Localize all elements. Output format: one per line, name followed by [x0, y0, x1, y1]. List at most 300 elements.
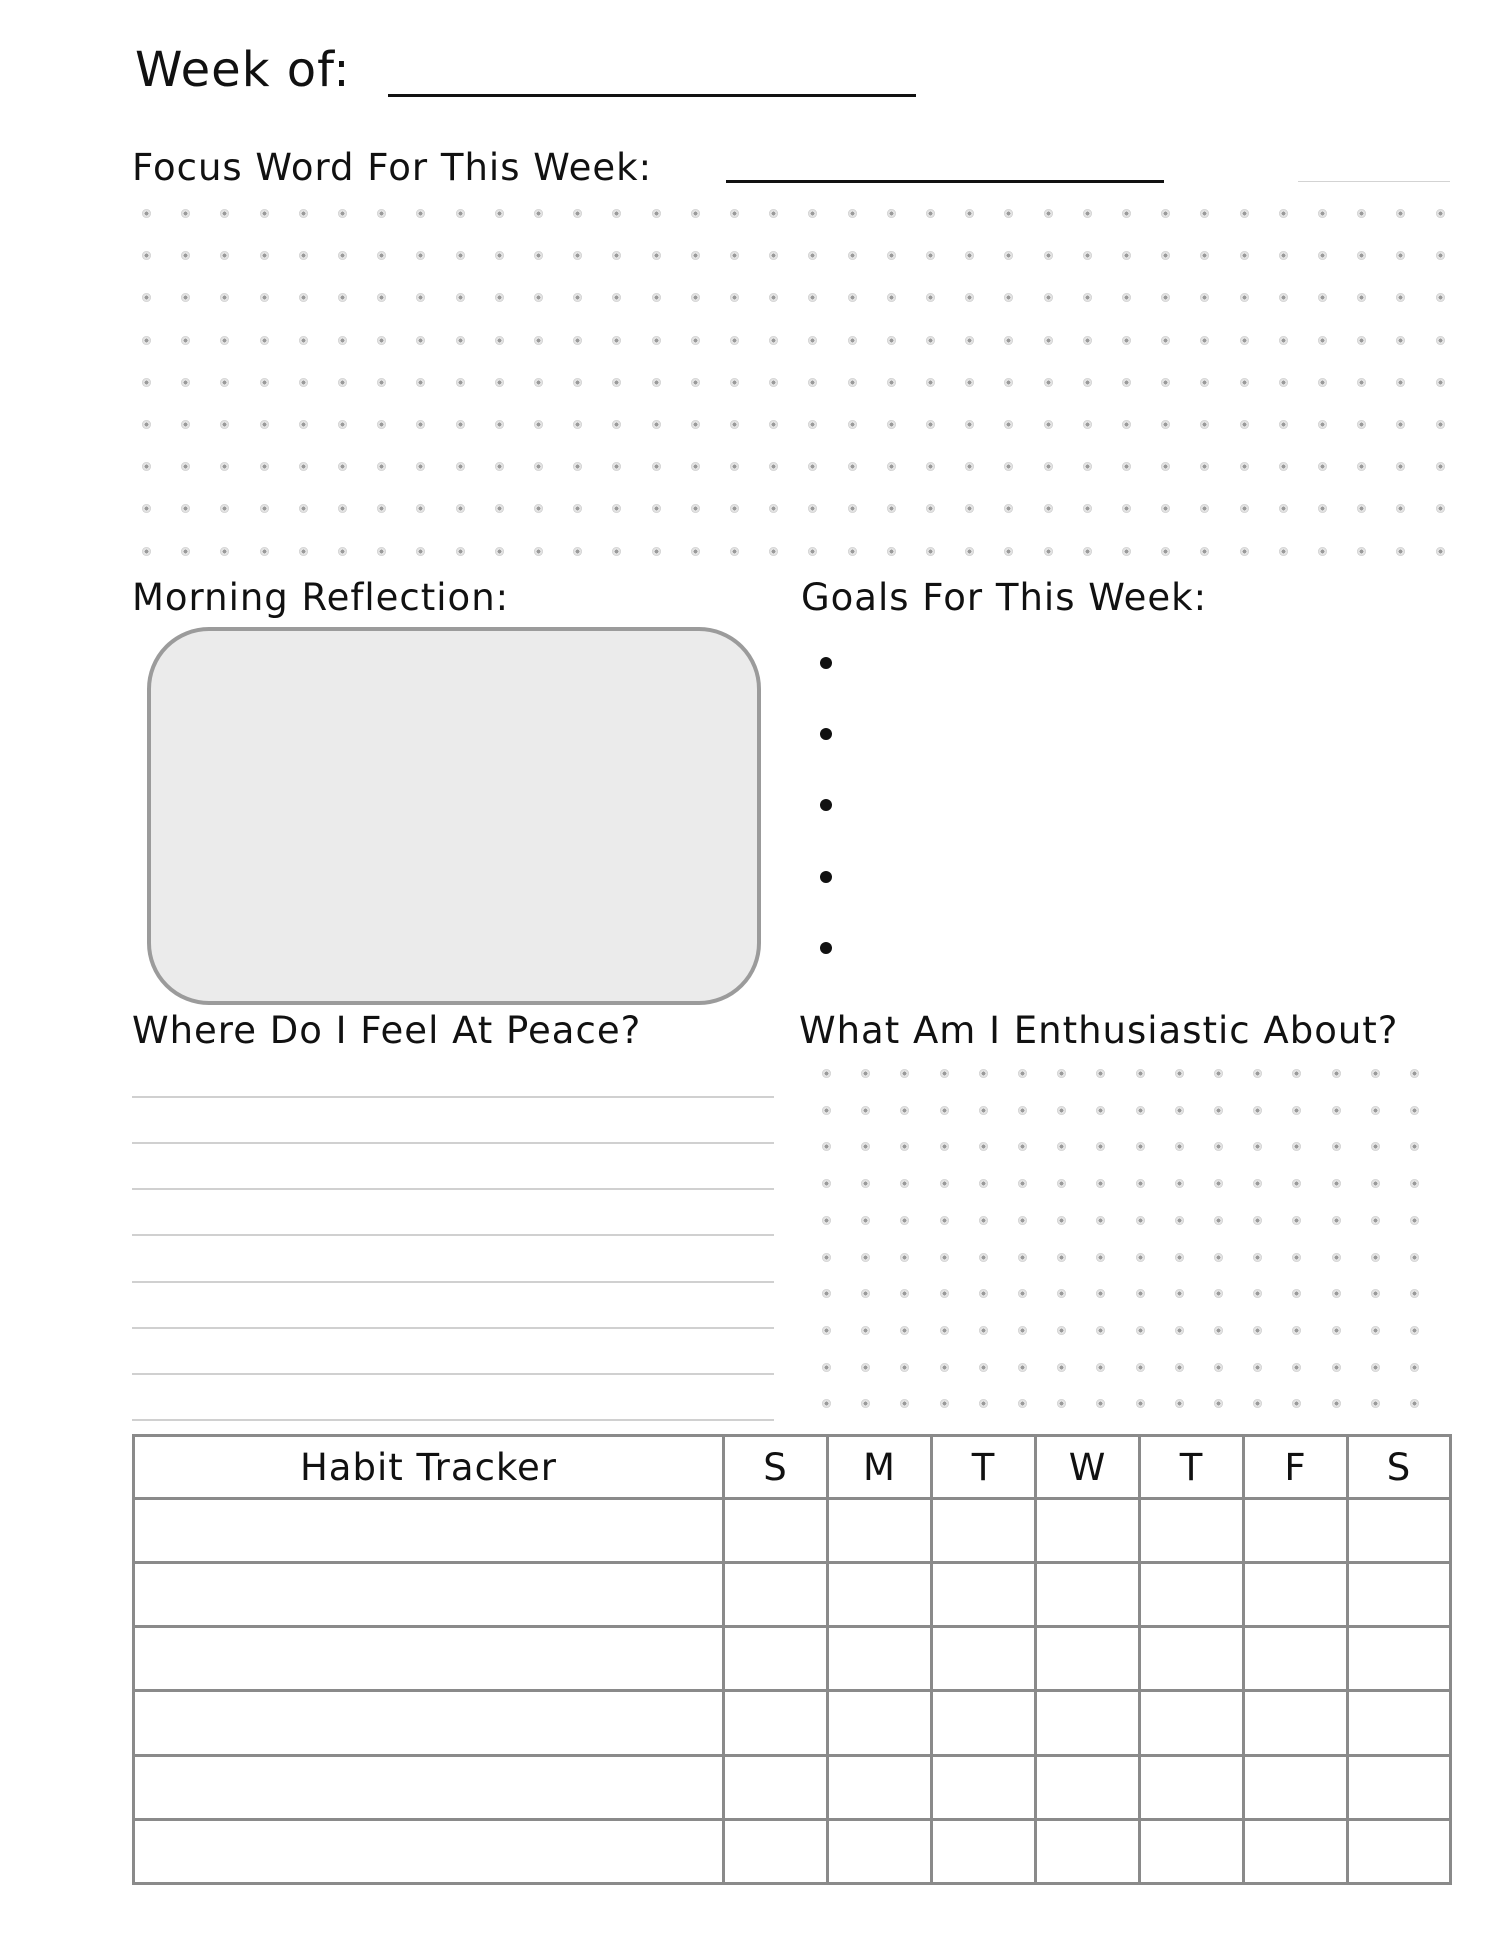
grid-dot [1332, 1069, 1341, 1078]
habit-check-cell[interactable] [932, 1819, 1036, 1883]
habit-check-cell[interactable] [932, 1755, 1036, 1819]
grid-dot [652, 336, 661, 345]
grid-dot [1136, 1289, 1145, 1298]
habit-check-cell[interactable] [828, 1755, 932, 1819]
grid-dot [495, 251, 504, 260]
grid-dot [926, 336, 935, 345]
grid-dot [1083, 462, 1092, 471]
grid-dot [1292, 1399, 1301, 1408]
grid-dot [1096, 1399, 1105, 1408]
grid-dot [1371, 1069, 1380, 1078]
grid-dot [887, 378, 896, 387]
grid-dot [220, 209, 229, 218]
grid-dot [887, 462, 896, 471]
grid-dot [299, 378, 308, 387]
grid-dot [1004, 209, 1013, 218]
grid-dot [416, 462, 425, 471]
grid-dot [1136, 1253, 1145, 1262]
grid-dot [299, 336, 308, 345]
grid-dot [142, 209, 151, 218]
grid-dot [1096, 1363, 1105, 1372]
grid-dot [730, 209, 739, 218]
peace-ruled-line[interactable] [132, 1096, 774, 1098]
grid-dot [338, 336, 347, 345]
grid-dot [1279, 462, 1288, 471]
grid-dot [808, 547, 817, 556]
grid-dot [1410, 1363, 1419, 1372]
grid-dot [861, 1326, 870, 1335]
grid-dot [299, 293, 308, 302]
grid-dot [1018, 1326, 1027, 1335]
grid-dot [1279, 209, 1288, 218]
habit-check-cell[interactable] [1036, 1627, 1140, 1691]
grid-dot [1200, 547, 1209, 556]
grid-dot [1018, 1142, 1027, 1151]
grid-dot [377, 504, 386, 513]
grid-dot [1200, 504, 1209, 513]
grid-dot [1318, 420, 1327, 429]
grid-dot [1371, 1179, 1380, 1188]
grid-dot [612, 462, 621, 471]
grid-dot [1200, 462, 1209, 471]
grid-dot [534, 547, 543, 556]
grid-dot [1410, 1289, 1419, 1298]
grid-dot [416, 378, 425, 387]
grid-dot [612, 209, 621, 218]
grid-dot [142, 336, 151, 345]
grid-dot [1083, 293, 1092, 302]
grid-dot [965, 251, 974, 260]
grid-dot [1396, 420, 1405, 429]
grid-dot [1214, 1142, 1223, 1151]
grid-dot [1083, 209, 1092, 218]
habit-row [134, 1819, 1451, 1883]
grid-dot [1161, 462, 1170, 471]
grid-dot [1410, 1142, 1419, 1151]
habit-check-cell[interactable] [1348, 1563, 1451, 1627]
grid-dot [142, 547, 151, 556]
grid-dot [1318, 504, 1327, 513]
grid-dot [1292, 1289, 1301, 1298]
grid-dot [1318, 547, 1327, 556]
day-header: T [932, 1436, 1036, 1499]
grid-dot [1332, 1142, 1341, 1151]
grid-dot [1396, 547, 1405, 556]
grid-dot [1279, 547, 1288, 556]
habit-check-cell[interactable] [724, 1499, 828, 1563]
grid-dot [769, 462, 778, 471]
grid-dot [1357, 547, 1366, 556]
grid-dot [979, 1179, 988, 1188]
grid-dot [1396, 462, 1405, 471]
habit-name-cell[interactable] [134, 1627, 724, 1691]
habit-row [134, 1499, 1451, 1563]
grid-dot [573, 251, 582, 260]
grid-dot [1396, 209, 1405, 218]
grid-dot [1096, 1106, 1105, 1115]
peace-ruled-line[interactable] [132, 1234, 774, 1236]
grid-dot [1214, 1363, 1223, 1372]
grid-dot [730, 547, 739, 556]
grid-dot [1018, 1399, 1027, 1408]
grid-dot [691, 420, 700, 429]
grid-dot [181, 547, 190, 556]
habit-check-cell[interactable] [1036, 1691, 1140, 1755]
week-of-input-line[interactable] [388, 94, 916, 97]
grid-dot [416, 547, 425, 556]
grid-dot [377, 336, 386, 345]
grid-dot [979, 1289, 988, 1298]
grid-dot [1018, 1289, 1027, 1298]
grid-dot [495, 336, 504, 345]
grid-dot [1253, 1179, 1262, 1188]
grid-dot [1018, 1216, 1027, 1225]
grid-dot [926, 547, 935, 556]
grid-dot [299, 504, 308, 513]
grid-dot [1200, 251, 1209, 260]
grid-dot [1371, 1399, 1380, 1408]
grid-dot [822, 1326, 831, 1335]
grid-dot [808, 420, 817, 429]
grid-dot [1122, 293, 1131, 302]
grid-dot [612, 293, 621, 302]
grid-dot [1292, 1253, 1301, 1262]
morning-reflection-title: Morning Reflection: [132, 576, 510, 619]
habit-check-cell[interactable] [1244, 1755, 1348, 1819]
grid-dot [730, 504, 739, 513]
grid-dot [808, 293, 817, 302]
grid-dot [1175, 1106, 1184, 1115]
grid-dot [769, 336, 778, 345]
focus-word-input-line[interactable] [726, 180, 1164, 183]
peace-title: Where Do I Feel At Peace? [132, 1009, 642, 1052]
grid-dot [1057, 1326, 1066, 1335]
grid-dot [1122, 420, 1131, 429]
habit-name-cell[interactable] [134, 1819, 724, 1883]
grid-dot [1332, 1289, 1341, 1298]
grid-dot [220, 547, 229, 556]
grid-dot [861, 1142, 870, 1151]
habit-check-cell[interactable] [1036, 1755, 1140, 1819]
grid-dot [1357, 504, 1366, 513]
grid-dot [979, 1399, 988, 1408]
grid-dot [822, 1179, 831, 1188]
grid-dot [338, 293, 347, 302]
grid-dot [861, 1216, 870, 1225]
grid-dot [1057, 1399, 1066, 1408]
habit-check-cell[interactable] [828, 1499, 932, 1563]
grid-dot [338, 504, 347, 513]
morning-reflection-box[interactable] [147, 627, 761, 1005]
grid-dot [573, 378, 582, 387]
habit-check-cell[interactable] [1140, 1499, 1244, 1563]
day-header: W [1036, 1436, 1140, 1499]
habit-check-cell[interactable] [1140, 1819, 1244, 1883]
grid-dot [1096, 1253, 1105, 1262]
grid-dot [1200, 336, 1209, 345]
grid-dot [940, 1069, 949, 1078]
grid-dot [926, 420, 935, 429]
grid-dot [1096, 1289, 1105, 1298]
habit-check-cell[interactable] [724, 1755, 828, 1819]
grid-dot [495, 504, 504, 513]
grid-dot [691, 462, 700, 471]
grid-dot [1136, 1216, 1145, 1225]
grid-dot [220, 251, 229, 260]
grid-dot [1318, 378, 1327, 387]
day-header: F [1244, 1436, 1348, 1499]
peace-ruled-line[interactable] [132, 1373, 774, 1375]
grid-dot [1136, 1106, 1145, 1115]
grid-dot [769, 251, 778, 260]
grid-dot [1410, 1253, 1419, 1262]
grid-dot [1083, 336, 1092, 345]
habit-check-cell[interactable] [1244, 1691, 1348, 1755]
grid-dot [1396, 293, 1405, 302]
grid-dot [652, 293, 661, 302]
grid-dot [1018, 1179, 1027, 1188]
grid-dot [1136, 1179, 1145, 1188]
grid-dot [1018, 1363, 1027, 1372]
grid-dot [940, 1142, 949, 1151]
grid-dot [652, 504, 661, 513]
grid-dot [1371, 1106, 1380, 1115]
grid-dot [1175, 1289, 1184, 1298]
grid-dot [1214, 1289, 1223, 1298]
grid-dot [1018, 1253, 1027, 1262]
habit-check-cell[interactable] [724, 1627, 828, 1691]
grid-dot [338, 547, 347, 556]
grid-dot [1096, 1326, 1105, 1335]
grid-dot [848, 462, 857, 471]
grid-dot [534, 378, 543, 387]
habit-name-cell[interactable] [134, 1499, 724, 1563]
grid-dot [1083, 420, 1092, 429]
grid-dot [1279, 336, 1288, 345]
grid-dot [220, 462, 229, 471]
grid-dot [1279, 378, 1288, 387]
habit-check-cell[interactable] [932, 1563, 1036, 1627]
habit-check-cell[interactable] [1348, 1755, 1451, 1819]
grid-dot [848, 336, 857, 345]
grid-dot [1436, 420, 1445, 429]
grid-dot [534, 420, 543, 429]
grid-dot [1292, 1363, 1301, 1372]
grid-dot [940, 1363, 949, 1372]
peace-ruled-line[interactable] [132, 1327, 774, 1329]
grid-dot [612, 547, 621, 556]
grid-dot [1175, 1253, 1184, 1262]
grid-dot [1057, 1363, 1066, 1372]
habit-check-cell[interactable] [1036, 1499, 1140, 1563]
grid-dot [900, 1106, 909, 1115]
habit-check-cell[interactable] [1244, 1563, 1348, 1627]
grid-dot [260, 336, 269, 345]
grid-dot [299, 420, 308, 429]
grid-dot [1161, 378, 1170, 387]
grid-dot [1436, 504, 1445, 513]
habit-check-cell[interactable] [1244, 1499, 1348, 1563]
habit-check-cell[interactable] [828, 1691, 932, 1755]
grid-dot [1122, 209, 1131, 218]
grid-dot [1214, 1253, 1223, 1262]
grid-dot [220, 336, 229, 345]
grid-dot [822, 1216, 831, 1225]
grid-dot [965, 209, 974, 218]
focus-word-label: Focus Word For This Week: [132, 146, 653, 189]
grid-dot [1083, 504, 1092, 513]
grid-dot [1096, 1216, 1105, 1225]
grid-dot [861, 1069, 870, 1078]
grid-dot [1240, 378, 1249, 387]
grid-dot [1436, 547, 1445, 556]
habit-check-cell[interactable] [1036, 1819, 1140, 1883]
peace-ruled-line[interactable] [132, 1188, 774, 1190]
habit-check-cell[interactable] [1140, 1563, 1244, 1627]
week-of-label: Week of: [135, 42, 351, 98]
grid-dot [1357, 293, 1366, 302]
grid-dot [1083, 547, 1092, 556]
grid-dot [861, 1106, 870, 1115]
grid-dot [926, 378, 935, 387]
peace-ruled-line[interactable] [132, 1281, 774, 1283]
grid-dot [1396, 378, 1405, 387]
habit-name-cell[interactable] [134, 1563, 724, 1627]
grid-dot [612, 504, 621, 513]
grid-dot [979, 1216, 988, 1225]
grid-dot [1318, 251, 1327, 260]
grid-dot [808, 251, 817, 260]
habit-check-cell[interactable] [828, 1627, 932, 1691]
habit-check-cell[interactable] [1140, 1627, 1244, 1691]
habit-check-cell[interactable] [1348, 1691, 1451, 1755]
grid-dot [377, 293, 386, 302]
grid-dot [1253, 1326, 1262, 1335]
habit-check-cell[interactable] [1348, 1819, 1451, 1883]
grid-dot [534, 462, 543, 471]
grid-dot [1018, 1106, 1027, 1115]
grid-dot [1357, 209, 1366, 218]
grid-dot [299, 209, 308, 218]
grid-dot [260, 209, 269, 218]
grid-dot [861, 1289, 870, 1298]
grid-dot [416, 209, 425, 218]
goal-bullet-3 [820, 799, 832, 811]
grid-dot [940, 1399, 949, 1408]
grid-dot [1083, 378, 1092, 387]
habit-row [134, 1563, 1451, 1627]
grid-dot [416, 420, 425, 429]
habit-check-cell[interactable] [1348, 1499, 1451, 1563]
habit-check-cell[interactable] [1244, 1819, 1348, 1883]
grid-dot [573, 293, 582, 302]
habit-check-cell[interactable] [1140, 1755, 1244, 1819]
grid-dot [1371, 1142, 1380, 1151]
grid-dot [1200, 378, 1209, 387]
grid-dot [691, 504, 700, 513]
grid-dot [900, 1289, 909, 1298]
grid-dot [456, 209, 465, 218]
grid-dot [1200, 420, 1209, 429]
grid-dot [181, 293, 190, 302]
grid-dot [1057, 1142, 1066, 1151]
grid-dot [573, 420, 582, 429]
grid-dot [1122, 462, 1131, 471]
grid-dot [1057, 1069, 1066, 1078]
grid-dot [691, 293, 700, 302]
habit-check-cell[interactable] [828, 1819, 932, 1883]
grid-dot [1253, 1106, 1262, 1115]
habit-check-cell[interactable] [724, 1563, 828, 1627]
grid-dot [1136, 1326, 1145, 1335]
grid-dot [822, 1069, 831, 1078]
habit-check-cell[interactable] [828, 1563, 932, 1627]
grid-dot [887, 209, 896, 218]
grid-dot [965, 547, 974, 556]
peace-ruled-line[interactable] [132, 1419, 774, 1421]
grid-dot [1357, 420, 1366, 429]
grid-dot [848, 251, 857, 260]
grid-dot [377, 547, 386, 556]
habit-tracker-table [132, 1434, 1452, 1885]
habit-check-cell[interactable] [724, 1819, 828, 1883]
grid-dot [730, 293, 739, 302]
grid-dot [1253, 1216, 1262, 1225]
grid-dot [652, 378, 661, 387]
habit-check-cell[interactable] [1348, 1627, 1451, 1691]
grid-dot [1332, 1179, 1341, 1188]
grid-dot [1096, 1179, 1105, 1188]
grid-dot [1122, 504, 1131, 513]
habit-check-cell[interactable] [932, 1499, 1036, 1563]
habit-check-cell[interactable] [1140, 1691, 1244, 1755]
habit-row [134, 1627, 1451, 1691]
faint-divider-line [1298, 181, 1450, 182]
grid-dot [1175, 1179, 1184, 1188]
grid-dot [652, 547, 661, 556]
grid-dot [1332, 1363, 1341, 1372]
grid-dot [260, 293, 269, 302]
grid-dot [1436, 209, 1445, 218]
grid-dot [1161, 293, 1170, 302]
habit-check-cell[interactable] [932, 1627, 1036, 1691]
habit-name-cell[interactable] [134, 1691, 724, 1755]
grid-dot [979, 1253, 988, 1262]
grid-dot [338, 420, 347, 429]
habit-check-cell[interactable] [1244, 1627, 1348, 1691]
grid-dot [1240, 251, 1249, 260]
grid-dot [887, 251, 896, 260]
grid-dot [1057, 1216, 1066, 1225]
grid-dot [940, 1106, 949, 1115]
grid-dot [1175, 1069, 1184, 1078]
habit-check-cell[interactable] [1036, 1563, 1140, 1627]
grid-dot [940, 1179, 949, 1188]
habit-check-cell[interactable] [932, 1691, 1036, 1755]
grid-dot [299, 462, 308, 471]
habit-name-cell[interactable] [134, 1755, 724, 1819]
habit-check-cell[interactable] [724, 1691, 828, 1755]
grid-dot [979, 1363, 988, 1372]
grid-dot [1200, 293, 1209, 302]
grid-dot [1410, 1326, 1419, 1335]
grid-dot [220, 293, 229, 302]
grid-dot [1122, 547, 1131, 556]
grid-dot [456, 378, 465, 387]
peace-ruled-line[interactable] [132, 1142, 774, 1144]
grid-dot [1332, 1399, 1341, 1408]
grid-dot [861, 1399, 870, 1408]
